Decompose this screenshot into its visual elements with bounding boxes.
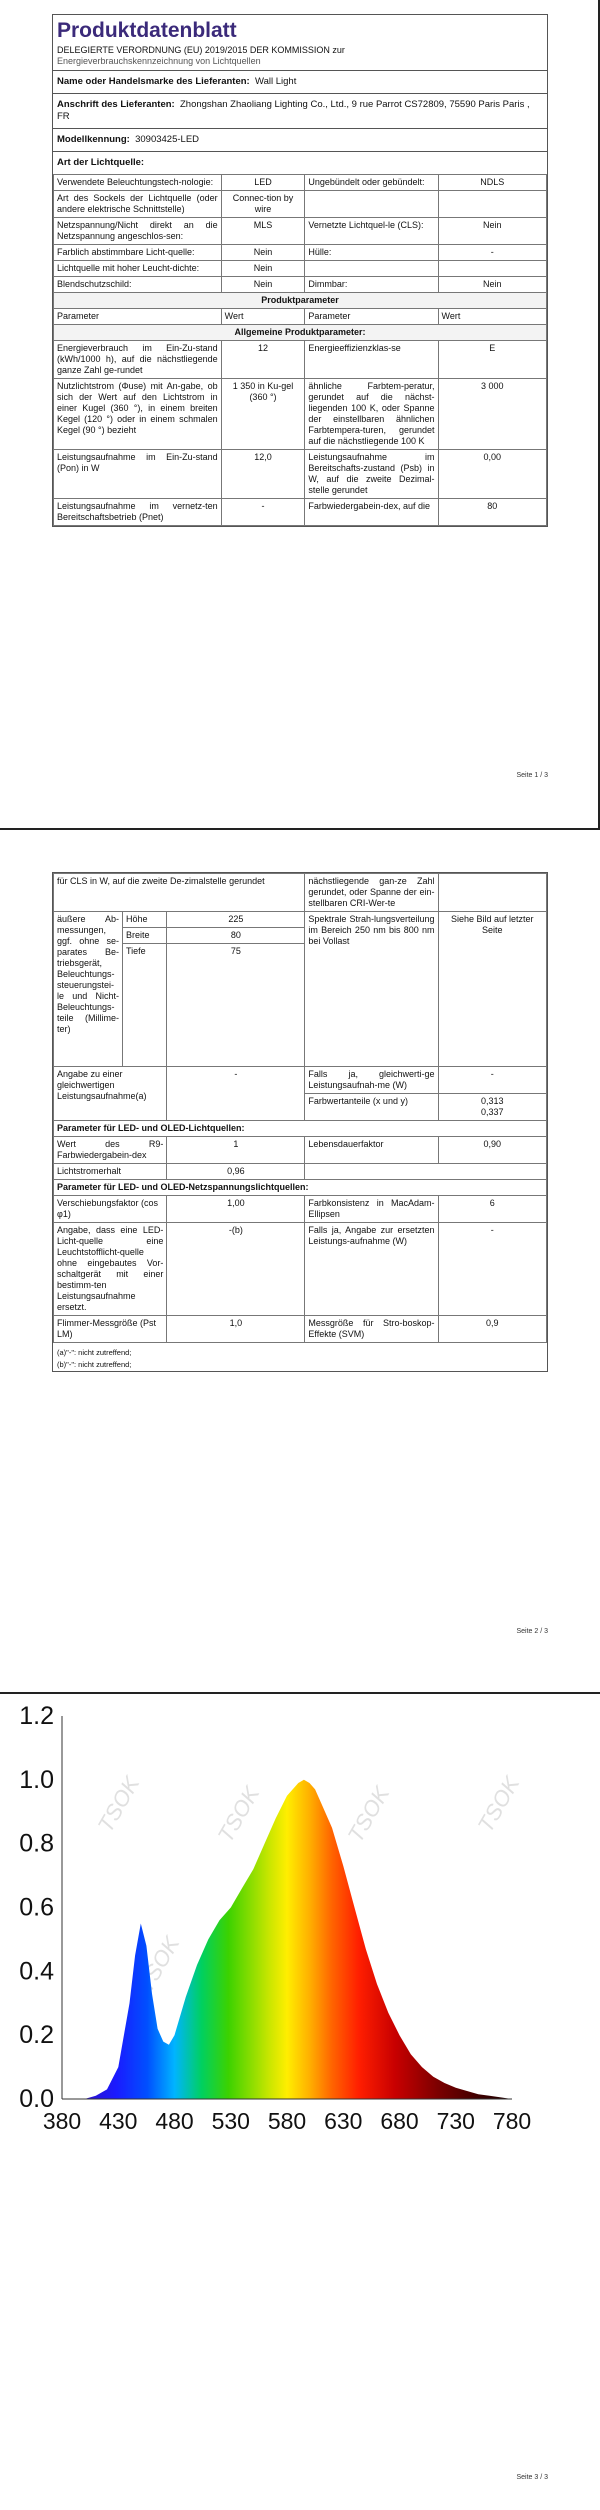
regulation-subtext: Energieverbrauchskennzeichnung von Lichtquellen (57, 56, 261, 66)
equiv-value: - (167, 1067, 305, 1121)
empty-cell (438, 874, 546, 912)
spectral-distribution-chart (0, 1694, 600, 2214)
flux-label: Nutzlichtstrom (Φuse) mit An-gabe, ob sich der Wert auf den Lichtstrom in einer Kugel (360 °), in einem breiten Kegel (120 °) oder in einem schmalen Kegel (90 °) bezieht (54, 379, 222, 450)
cri-label: Farbwiedergabein-dex, auf die (305, 499, 438, 526)
x-tick-label: 430 (99, 2108, 138, 2134)
address-value: Zhongshan Zhaoliang Lighting Co., Ltd., 9 rue Parrot CS72809, 75590 Paris Paris , FR (57, 99, 530, 122)
table-row (54, 1316, 547, 1343)
spectrum-area (62, 1780, 512, 2099)
x-tick-label: 780 (492, 2108, 532, 2134)
table-row (54, 1164, 547, 1180)
socket-label: Art des Sockels der Lichtquelle (oder andere elektrische Schnittstelle) (54, 191, 222, 218)
width-value: 80 (167, 928, 305, 944)
datasheet-frame (52, 14, 548, 527)
params-header: Produktparameter (54, 293, 547, 309)
table-row (54, 1223, 547, 1316)
table-row (54, 1137, 547, 1164)
chroma-x: 0,313 (480, 1096, 504, 1106)
svm-label: Messgröße für Stro-boskop-Effekte (SVM) (305, 1316, 438, 1343)
dimmer-value: Nein (438, 277, 546, 293)
table-row (54, 1121, 547, 1137)
r9-value: 1 (167, 1137, 305, 1164)
x-tick-label: 630 (324, 2108, 363, 2134)
model-value: 30903425-LED (135, 134, 200, 145)
dimmer-label: Dimmbar: (305, 277, 438, 293)
eclass-label: Energieeffizienzklas-se (305, 341, 438, 379)
tunable-label: Farblich abstimmbare Licht-quelle: (54, 245, 222, 261)
y-tick-label: 1.2 (19, 1702, 54, 1730)
page-separator (0, 828, 600, 830)
cri-cont: nächstliegende gan-ze Zahl gerundet, oder Spanne der ein-stellbaren CRI-Wer-te (305, 874, 438, 912)
table-row (54, 1180, 547, 1196)
net-cont: für CLS in W, auf die zweite De-zimalstelle gerundet (54, 874, 305, 912)
col-param-2: Parameter (305, 309, 438, 325)
table-row (54, 245, 547, 261)
table-row (54, 261, 547, 277)
table-row (54, 874, 547, 912)
envelope-value: - (438, 245, 546, 261)
socket-value: Connec-tion by wire (221, 191, 305, 218)
table-row (54, 1196, 547, 1223)
tunable-value: Nein (221, 245, 305, 261)
flux-value: 1 350 in Ku-gel (360 °) (221, 379, 305, 450)
trademark-value: Wall Light (255, 76, 297, 87)
mains-header: Parameter für LED- und OLED-Netzspannungslichtquellen: (54, 1180, 547, 1196)
table-row (54, 1067, 547, 1094)
life-label: Lebensdauerfaktor (305, 1137, 438, 1164)
x-tick-label: 580 (267, 2108, 307, 2134)
replace2-label: Falls ja, Angabe zur ersetzten Leistungs-aufnahme (W) (305, 1223, 438, 1316)
cls-label: Vernetzte Lichtquel-le (CLS): (305, 218, 438, 245)
page-title: Produktdatenblatt (57, 19, 237, 42)
source-type-table (53, 174, 547, 526)
watermark-text: TSOK (212, 1782, 265, 1847)
empty-cell (438, 191, 546, 218)
col-param-1: Parameter (54, 309, 222, 325)
x-tick-label: 480 (155, 2108, 194, 2134)
y-tick-label: 0.6 (19, 1893, 54, 1922)
net-label: Leistungsaufnahme im vernetz-ten Bereitschaftsbetrieb (Pnet) (54, 499, 222, 526)
replace2-value: - (438, 1223, 546, 1316)
params-table-cont (53, 873, 547, 1343)
depth-value: 75 (167, 944, 305, 1067)
x-tick-label: 680 (380, 2108, 419, 2134)
macadam-label: Farbkonsistenz in MacAdam-Ellipsen (305, 1196, 438, 1223)
chroma-y: 0,337 (480, 1107, 504, 1117)
cct-value: 3 000 (438, 379, 546, 450)
led-header: Parameter für LED- und OLED-Lichtquellen: (54, 1121, 547, 1137)
table-row (54, 450, 547, 499)
table-row (54, 218, 547, 245)
col-value-2: Wert (438, 309, 546, 325)
height-value: 225 (167, 912, 305, 928)
page-number: Seite 3 / 3 (516, 2474, 548, 2481)
table-row (54, 379, 547, 450)
footnote-b: (b)"-": nicht zutreffend; (57, 1360, 132, 1369)
energy-label: Energieverbrauch im Ein-Zu-stand (kWh/1000 h), auf die nächstliegende ganze Zahl ge-rundet (54, 341, 222, 379)
cosphi-label: Verschiebungsfaktor (cos φ1) (54, 1196, 167, 1223)
unbundled-label: Ungebündelt oder gebündelt: (305, 175, 438, 191)
maint-value: 0,96 (167, 1164, 305, 1180)
mains-value: MLS (221, 218, 305, 245)
x-tick-group (43, 2108, 531, 2134)
spd-label: Spektrale Strah-lungsverteilung im Bereich 250 nm bis 800 nm bei Vollast (305, 912, 438, 1067)
eclass-value: E (438, 341, 546, 379)
trademark-label: Name oder Handelsmarke des Lieferanten: (57, 76, 250, 87)
dims-label: äußere Ab-messungen, ggf. ohne se-parates Be-triebsgerät, Beleuchtungs-steuerungstei-le und Nicht-Beleuchtungs-teile (Millime-ter) (54, 912, 123, 1067)
height-label: Höhe (123, 912, 167, 928)
power-label: Leistungsaufnahme im Ein-Zu-stand (Pon) in W (54, 450, 222, 499)
datasheet-frame-2 (52, 872, 548, 1372)
empty-cell (305, 191, 438, 218)
glare-label: Blendschutzschild: (54, 277, 222, 293)
page-3 (0, 1694, 600, 2510)
trademark-row (53, 70, 547, 93)
r9-label: Wert des R9-Farbwiedergabein-dex (54, 1137, 167, 1164)
unbundled-value: NDLS (438, 175, 546, 191)
page-number: Seite 2 / 3 (516, 1628, 548, 1635)
cosphi-value: 1,00 (167, 1196, 305, 1223)
highlum-value: Nein (221, 261, 305, 277)
maint-label: Lichtstromerhalt (54, 1164, 167, 1180)
cls-value: Nein (438, 218, 546, 245)
page-number: Seite 1 / 3 (516, 772, 548, 779)
macadam-value: 6 (438, 1196, 546, 1223)
watermark-text: TSOK (92, 1772, 145, 1837)
flicker-value: 1,0 (167, 1316, 305, 1343)
empty-cell (305, 1164, 547, 1180)
equiv2-label: Falls ja, gleichwerti-ge Leistungsaufnah-me (W) (305, 1067, 438, 1094)
x-tick-label: 530 (211, 2108, 250, 2134)
table-row (54, 191, 547, 218)
table-row (54, 277, 547, 293)
mains-label: Netzspannung/Nicht direkt an die Netzspannung angeschlos-sen: (54, 218, 222, 245)
y-tick-label: 1.0 (19, 1765, 54, 1794)
table-row (54, 912, 547, 928)
watermark-text: TSOK (342, 1782, 395, 1847)
power-value: 12,0 (221, 450, 305, 499)
col-value-1: Wert (221, 309, 305, 325)
replace-label: Angabe, dass eine LED-Licht-quelle eine Leuchtstofflicht-quelle ohne eingebautes Vor-schaltgerät mit einer bestimm-ten Leistungsaufnahme ersetzt. (54, 1223, 167, 1316)
envelope-label: Hülle: (305, 245, 438, 261)
table-row (54, 341, 547, 379)
table-row (54, 293, 547, 309)
table-row (54, 175, 547, 191)
tech-label: Verwendete Beleuchtungstech-nologie: (54, 175, 222, 191)
y-tick-label: 0.0 (19, 2085, 54, 2113)
equiv2-value: - (438, 1067, 546, 1094)
address-label: Anschrift des Lieferanten: (57, 99, 175, 110)
spd-value: Siehe Bild auf letzter Seite (438, 912, 546, 1067)
y-tick-label: 0.8 (19, 1829, 54, 1858)
equiv-label: Angabe zu einer gleichwertigen Leistungsaufnahme(a) (54, 1067, 167, 1121)
page-2 (0, 832, 600, 1692)
empty-cell (305, 261, 438, 277)
flicker-label: Flimmer-Messgröße (Pst LM) (54, 1316, 167, 1343)
model-label: Modellkennung: (57, 134, 130, 145)
svm-value: 0,9 (438, 1316, 546, 1343)
cct-label: ähnliche Farbtem-peratur, gerundet auf die nächst-liegenden 100 K, oder Spanne der einstellbaren ähnlichen Farbtempera-turen, gerundet auf die nächstliegende 100 K (305, 379, 438, 450)
energy-value: 12 (221, 341, 305, 379)
chroma-value (438, 1094, 546, 1121)
glare-value: Nein (221, 277, 305, 293)
depth-label: Tiefe (123, 944, 167, 1067)
empty-cell (438, 261, 546, 277)
table-row (54, 309, 547, 325)
chroma-label: Farbwertanteile (x und y) (305, 1094, 438, 1121)
page-1 (0, 0, 600, 830)
footnote-a: (a)"-": nicht zutreffend; (57, 1348, 132, 1357)
y-tick-group (19, 1702, 54, 2113)
life-value: 0,90 (438, 1137, 546, 1164)
watermark-text: TSOK (132, 1932, 185, 1997)
watermark-text: TSOK (472, 1772, 525, 1837)
type-header (53, 151, 547, 174)
standby-label: Leistungsaufnahme im Bereitschafts-zustand (Psb) in W, auf die zweite Dezimal-stelle gerundet (305, 450, 438, 499)
replace-value: -(b) (167, 1223, 305, 1316)
general-header: Allgemeine Produktparameter: (54, 325, 547, 341)
cri-value: 80 (438, 499, 546, 526)
highlum-label: Lichtquelle mit hoher Leucht-dichte: (54, 261, 222, 277)
width-label: Breite (123, 928, 167, 944)
net-value: - (221, 499, 305, 526)
regulation-text: DELEGIERTE VERORDNUNG (EU) 2019/2015 DER KOMMISSION zur (57, 45, 345, 55)
x-tick-label: 380 (42, 2108, 82, 2134)
address-row (53, 93, 547, 128)
standby-value: 0,00 (438, 450, 546, 499)
type-header-label: Art der Lichtquelle: (57, 157, 145, 168)
tech-value: LED (221, 175, 305, 191)
x-tick-label: 730 (436, 2108, 475, 2134)
y-tick-label: 0.2 (19, 2021, 54, 2050)
table-row (54, 499, 547, 526)
model-row (53, 128, 547, 151)
table-row (54, 325, 547, 341)
y-tick-label: 0.4 (19, 1957, 54, 1986)
